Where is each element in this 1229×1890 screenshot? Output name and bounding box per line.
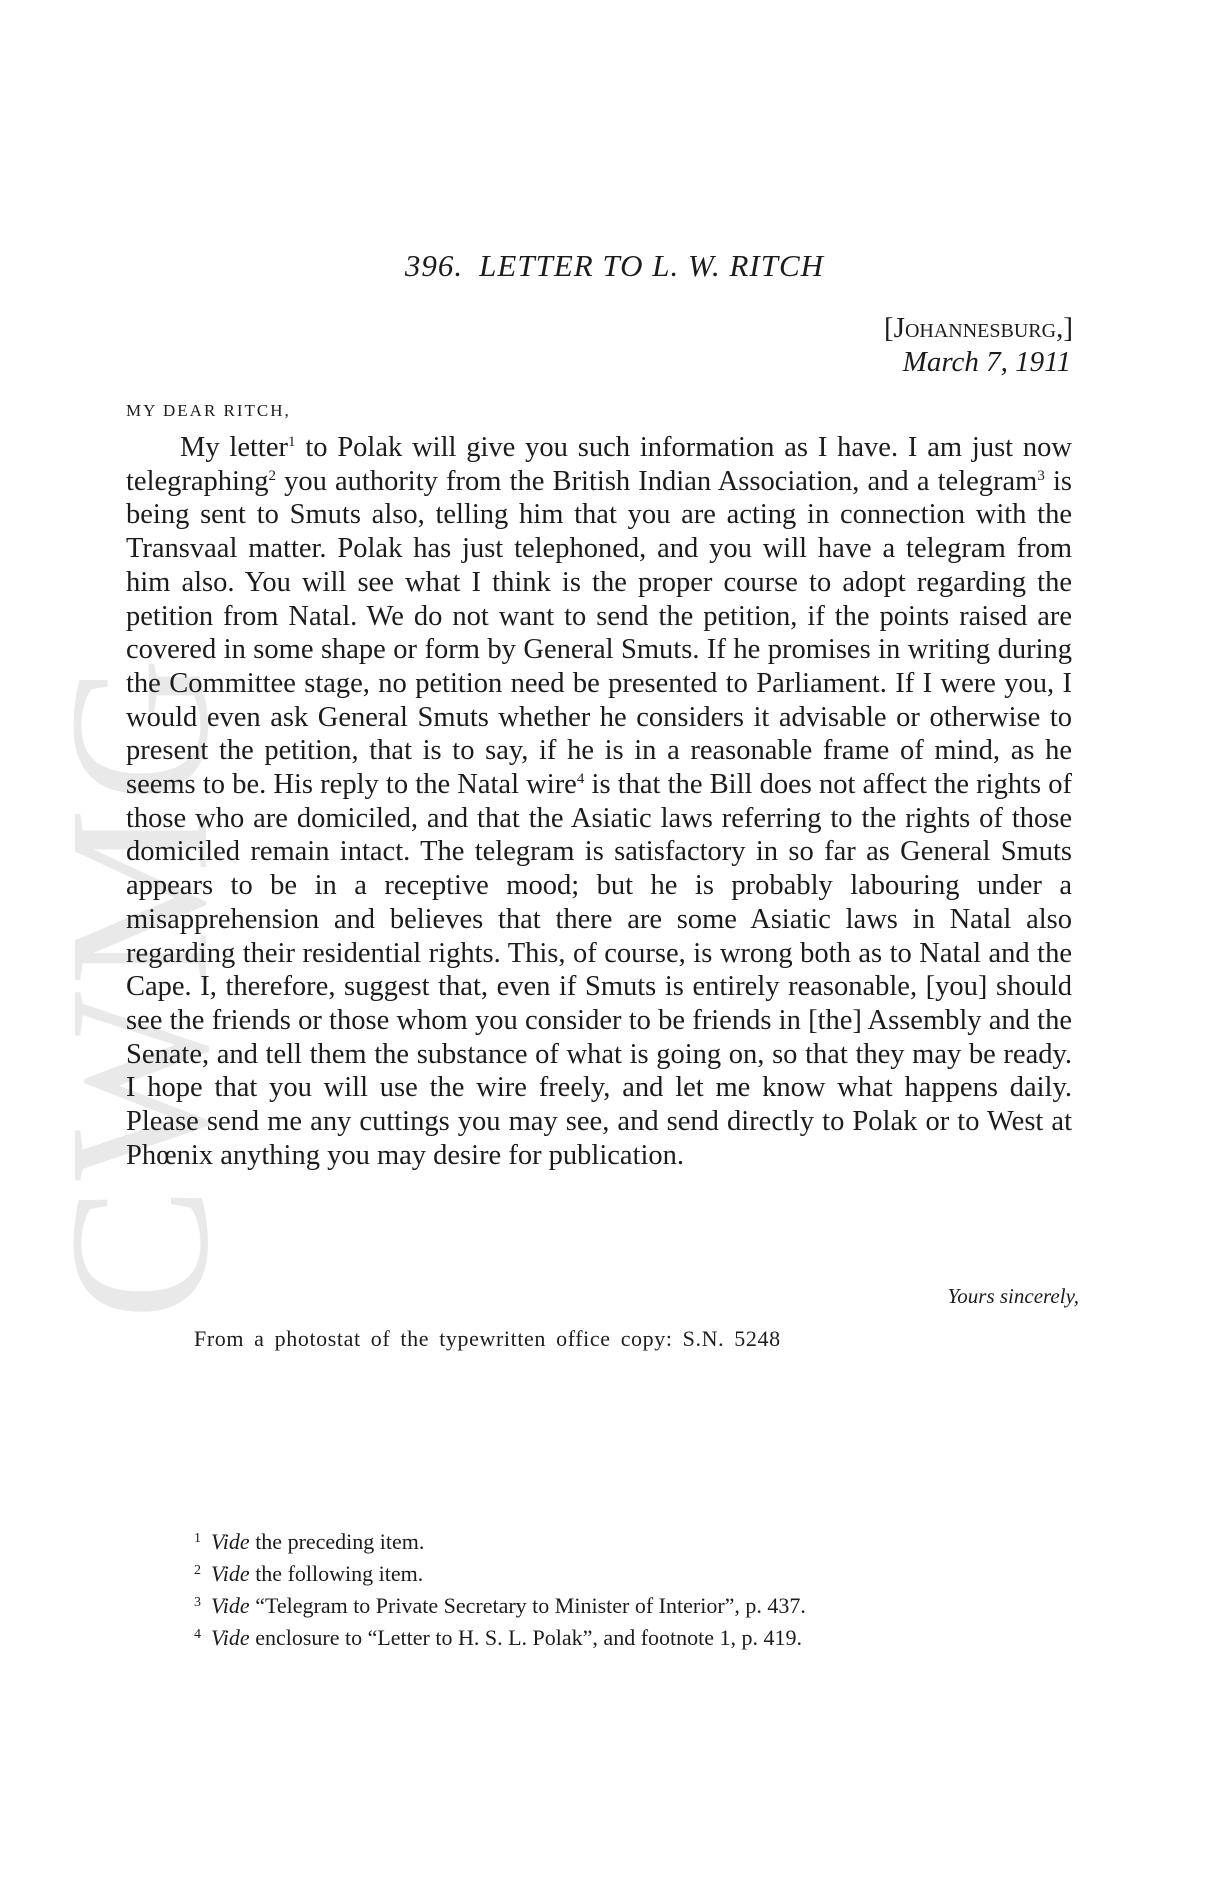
footnote [194, 1620, 1054, 1652]
letter-place: [Johannesburg,] [884, 312, 1073, 344]
body-text-segment: is being sent to Smuts also, telling him that you are acting in connection with the Transvaal matter. Polak has just telephoned, and you will have a telegram from him also. You will see what I think is the proper course to adopt regarding the petition from Natal. We do not want to send the petition, if the points raised are covered in some shape or form by General Smuts. If he promises in writing during the Committee stage, no petition need be presented to Parliament. If I were you, I would even ask General Smuts whether he considers it advisable or otherwise to present the petition, that is to say, if he is in a reasonable frame of mind, as he seems to be. His reply to the Natal wire [126, 465, 1072, 801]
body-text-segment: is that the Bill does not affect the rights of those who are domiciled, and that the Asiatic laws referring to the rights of those domiciled remain intact. The telegram is satisfactory in so far as General Smuts appears to be in a receptive mood; but he is probably labouring under a misapprehension and believes that there are some Asiatic laws in Natal also regarding their residential rights. This, of course, is wrong both as to Natal and the Cape. I, therefore, suggest that, even if Smuts is entirely reasonable, [you] should see the friends or those whom you consider to be friends in [the] Assembly and the Senate, and tell them the substance of what is going on, so that they may be ready. I hope that you will use the wire freely, and let me know what happens daily. Please send me any cuttings you may see, and send directly to Polak or to West at Phœnix anything you may desire for publication. [126, 769, 1073, 1171]
footnote-vide: Vide [211, 1593, 250, 1618]
body-text-segment: you authority from the British Indian Association, and a telegram [275, 465, 1038, 497]
footnote-text: “Telegram to Private Secretary to Minister of Interior”, p. 437. [249, 1593, 806, 1618]
footnote-number: 2 [194, 1563, 201, 1578]
footnote [194, 1588, 1054, 1620]
footnote-ref: 4 [576, 771, 585, 788]
footnote-vide: Vide [211, 1529, 250, 1554]
footnote-vide: Vide [211, 1625, 250, 1650]
item-number: 396. [404, 248, 464, 283]
footnote-ref: 2 [268, 467, 276, 484]
salutation: MY DEAR RITCH, [126, 401, 291, 420]
closing: Yours sincerely, [947, 1284, 1079, 1308]
footnote-text: the following item. [249, 1561, 424, 1586]
footnote-vide: Vide [211, 1561, 250, 1586]
footnote [194, 1556, 1054, 1588]
body-text-segment: My letter [180, 432, 288, 463]
footnote-text: enclosure to “Letter to H. S. L. Polak”, and footnote 1, p. 419. [249, 1625, 803, 1650]
letter-date: March 7, 1911 [902, 346, 1071, 378]
footnote-text: the preceding item. [249, 1529, 425, 1554]
footnote-ref: 1 [287, 434, 296, 450]
footnote-number: 1 [194, 1531, 201, 1546]
footnotes [194, 1524, 1054, 1652]
footnote-number: 3 [194, 1595, 201, 1610]
letter-title: LETTER TO L. W. RITCH [479, 248, 825, 283]
footnote-number: 4 [194, 1627, 201, 1642]
source-note: From a photostat of the typewritten office copy: S.N. 5248 [194, 1326, 781, 1351]
watermark: CWMG [29, 651, 250, 1320]
footnote-ref: 3 [1037, 467, 1045, 484]
body-paragraph [126, 431, 1072, 1172]
letter-heading [0, 248, 1229, 284]
letter-body [126, 431, 1072, 1172]
body-text-segment: to Polak will give you such information as I have. I am just now telegraphing [126, 432, 1072, 497]
footnote [194, 1524, 1054, 1556]
